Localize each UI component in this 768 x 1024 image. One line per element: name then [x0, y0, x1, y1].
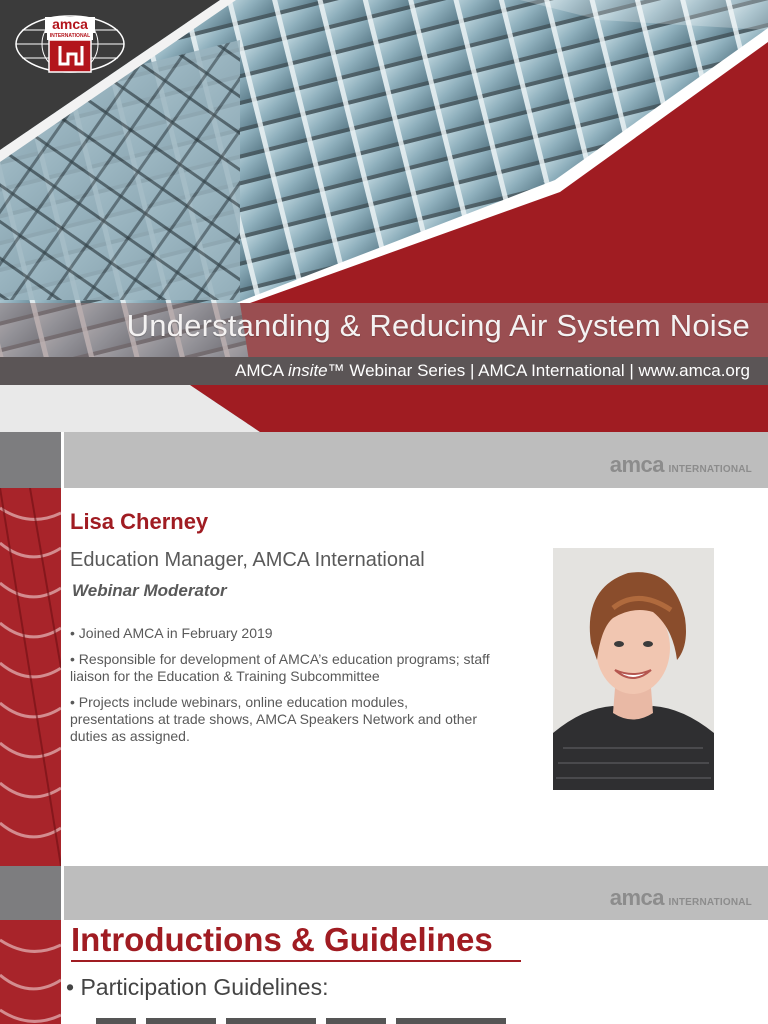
- subtitle: [235, 361, 750, 381]
- brand-word: amca: [609, 452, 665, 477]
- guideline-bullet: • Participation Guidelines:: [66, 974, 329, 1000]
- moderator-slide: [0, 432, 768, 866]
- bullet-item: • Responsible for development of AMCA’s education programs; staff liaison for the Education & Training Subcommittee: [70, 651, 490, 684]
- brand-tag: INTERNATIONAL: [668, 897, 752, 908]
- header-bar: [64, 432, 768, 488]
- guidelines-slide: [0, 866, 768, 1024]
- subtitle-rest: Webinar Series | AMCA International | www.amca.org: [344, 361, 750, 380]
- title-slide: [0, 0, 768, 432]
- red-louver-strip: [0, 920, 61, 1024]
- corner-block: [0, 866, 61, 920]
- corner-block: [0, 432, 61, 488]
- bullet-list: [70, 625, 490, 754]
- section-title: Introductions & Guidelines: [71, 921, 493, 958]
- presenter-role: Education Manager, AMCA International: [70, 549, 425, 571]
- red-louver-strip: [0, 488, 61, 866]
- brand-word: amca: [609, 885, 665, 910]
- bullet-item: • Joined AMCA in February 2019: [70, 625, 273, 641]
- amca-brand-mark: [610, 885, 752, 911]
- amca-brand-mark: [610, 452, 752, 478]
- presenter-label: Webinar Moderator: [72, 581, 227, 600]
- page-title: Understanding & Reducing Air System Noise: [126, 308, 750, 343]
- subtitle-insite: insite™: [287, 361, 345, 380]
- title-underline: [71, 960, 521, 962]
- presenter-photo: [553, 548, 714, 790]
- header-bar: [64, 866, 768, 920]
- logo-tag: INTERNATIONAL: [49, 33, 91, 39]
- logo-word: amca: [52, 16, 88, 32]
- cut-off-text-row: [96, 1016, 516, 1024]
- amca-logo: [14, 14, 126, 74]
- subtitle-brand: AMCA: [235, 361, 288, 380]
- brand-tag: INTERNATIONAL: [668, 464, 752, 475]
- presenter-name: Lisa Cherney: [70, 509, 209, 534]
- bullet-item: • Projects include webinars, online education modules, presentations at trade shows, AMCA Speakers Network and other duties as assigned.: [70, 694, 477, 744]
- portrait-photo-icon: [553, 548, 714, 790]
